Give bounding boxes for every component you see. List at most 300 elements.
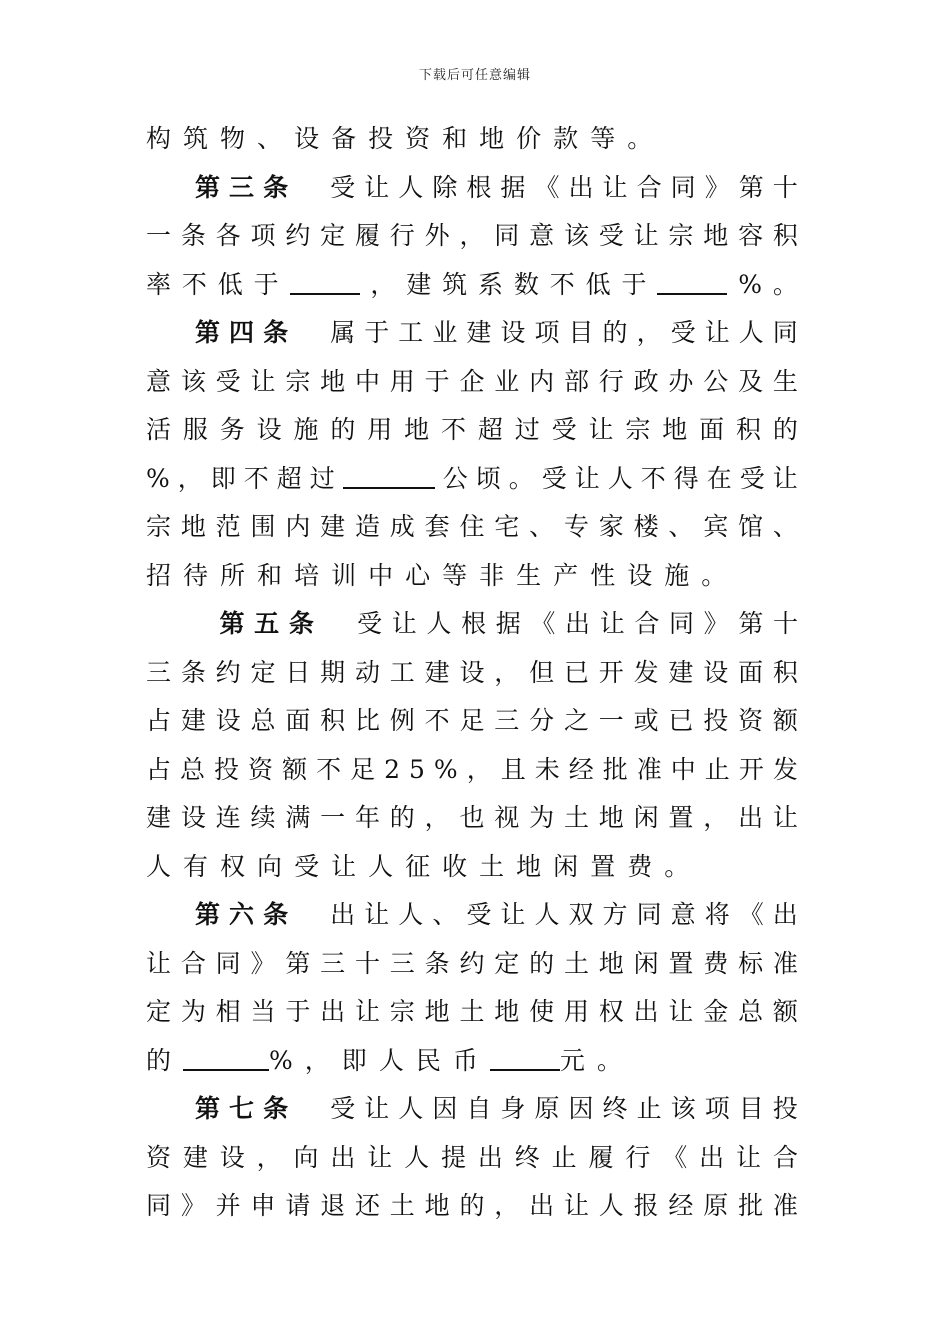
text-char: 家 — [598, 512, 624, 541]
text-char: 还 — [354, 1191, 380, 1220]
text-char: 条 — [424, 948, 450, 978]
text-char: 总 — [180, 754, 206, 784]
text-char: 受 — [739, 463, 765, 493]
text-char: 即 — [210, 463, 236, 493]
text-char: 地 — [424, 1191, 450, 1220]
text-line — [146, 651, 798, 695]
text-char: 该 — [670, 1094, 696, 1123]
text-char: 人 — [738, 318, 764, 347]
text-char: 让 — [500, 900, 526, 929]
text-char: 让 — [354, 997, 380, 1026]
article-heading-char: 条 — [263, 318, 289, 347]
text-char: 过 — [514, 415, 540, 444]
text-char: 费 — [627, 851, 665, 881]
text-char: 履 — [354, 221, 380, 250]
text-char: 并 — [215, 1191, 241, 1220]
text-char: 合 — [634, 609, 660, 638]
text-char: 住 — [459, 512, 485, 541]
text-char: 履 — [588, 1142, 614, 1172]
text-char: 招 — [146, 560, 184, 590]
text-char: 积 — [320, 706, 346, 735]
text-char: 意 — [529, 221, 555, 250]
text-char: ， — [466, 754, 492, 784]
text-line — [146, 796, 798, 840]
text-char: 让 — [364, 1094, 390, 1123]
article-heading-char: 四 — [229, 318, 255, 347]
text-char: 年 — [354, 803, 380, 832]
text-char: 施 — [293, 415, 319, 444]
text-char: 设 — [215, 706, 241, 735]
text-char: 5 — [409, 754, 425, 784]
text-char: 地 — [494, 997, 520, 1026]
text-char: % — [433, 754, 458, 784]
text-char: 人 — [426, 609, 452, 638]
text-char: 投 — [214, 754, 240, 784]
text-char: 报 — [633, 1191, 659, 1220]
text-char: 该 — [180, 366, 206, 396]
text-char: 之 — [563, 706, 589, 735]
text-char: 土 — [563, 948, 589, 978]
text-char: 建 — [320, 512, 346, 541]
text-char: 于 — [424, 366, 450, 396]
text-char: 中 — [368, 560, 406, 590]
text-char: % — [738, 269, 762, 299]
text-char: 务 — [219, 415, 245, 444]
text-char: 不 — [424, 706, 450, 735]
text-char: 根 — [461, 609, 487, 638]
text-char: 置 — [590, 851, 628, 881]
text-char: 民 — [415, 1045, 453, 1075]
text-char: 出 — [633, 997, 659, 1026]
text-char: 一 — [598, 706, 624, 735]
text-line — [146, 1136, 798, 1180]
text-char: 心 — [405, 560, 443, 590]
text-char: 率 — [146, 269, 172, 299]
text-char: 提 — [441, 1142, 467, 1172]
text-char: 外 — [424, 221, 450, 250]
text-char: 分 — [529, 706, 555, 735]
text-char: 》 — [703, 609, 729, 638]
text-char: 止 — [636, 1094, 662, 1123]
text-char: 人 — [378, 1045, 416, 1075]
text-char: 申 — [250, 1191, 276, 1220]
text-char: 不 — [640, 463, 666, 493]
text-char: 止 — [704, 754, 730, 784]
text-char: 面 — [699, 415, 725, 444]
text-char: 使 — [529, 997, 555, 1026]
text-char: 地 — [598, 948, 624, 978]
text-char: 或 — [633, 706, 659, 735]
text-char: 地 — [424, 997, 450, 1026]
text-char: 人 — [404, 1142, 430, 1172]
text-char: 地 — [404, 415, 430, 444]
article-heading-char: 第 — [195, 172, 221, 202]
text-char: 投 — [772, 1094, 798, 1123]
text-char: 该 — [563, 221, 589, 250]
text-char: 地 — [662, 415, 688, 444]
text-char: 终 — [514, 1142, 540, 1172]
text-char: 宗 — [389, 997, 415, 1026]
text-char: 培 — [294, 560, 332, 590]
text-char: 连 — [215, 803, 241, 832]
text-char: 期 — [320, 657, 346, 687]
text-char: 各 — [215, 221, 241, 250]
text-line — [146, 990, 798, 1034]
text-char: 内 — [529, 366, 555, 396]
text-line — [146, 214, 798, 258]
text-char: 受 — [466, 900, 492, 929]
text-char: 有 — [183, 851, 221, 881]
text-char: 于 — [253, 269, 279, 299]
text-char: ， — [370, 269, 396, 299]
text-char: 额 — [772, 997, 798, 1026]
text-char: 准 — [772, 948, 798, 978]
text-char: 额 — [282, 754, 308, 784]
text-char: 原 — [703, 1191, 729, 1220]
text-line — [146, 457, 798, 501]
article-heading-char: 第 — [195, 900, 221, 929]
text-char: 三 — [146, 657, 172, 687]
text-char: 建 — [182, 1142, 208, 1172]
text-line — [195, 311, 798, 355]
text-char: 《 — [662, 1142, 688, 1172]
text-char: 日 — [285, 657, 311, 687]
text-char: 的 — [146, 1045, 184, 1075]
spacer — [297, 166, 321, 210]
text-char: 中 — [354, 366, 380, 396]
text-char: 专 — [563, 512, 589, 541]
text-line — [146, 408, 798, 452]
text-char: 备 — [331, 124, 369, 153]
text-char: 行 — [389, 221, 415, 250]
text-char: 双 — [568, 900, 594, 929]
text-char: 合 — [180, 948, 206, 978]
text-char: 动 — [354, 657, 380, 687]
text-char: 开 — [598, 657, 624, 687]
text-char: 地 — [516, 851, 554, 881]
fill-in-blank — [490, 1039, 560, 1071]
text-char: 批 — [602, 754, 628, 784]
text-line — [146, 1184, 798, 1228]
text-char: 受 — [551, 415, 577, 444]
text-char: 。 — [627, 124, 665, 153]
text-char: 待 — [183, 560, 221, 590]
text-line — [146, 554, 798, 598]
text-char: 续 — [250, 803, 276, 832]
fill-in-blank — [183, 1039, 269, 1071]
text-char: 定 — [494, 948, 520, 978]
text-char: 让 — [574, 463, 600, 493]
text-char: 地 — [320, 366, 346, 396]
text-char: 让 — [736, 1142, 762, 1172]
text-char: 出 — [529, 1191, 555, 1220]
text-char: 的 — [389, 803, 415, 832]
text-char: 不 — [243, 463, 269, 493]
text-char: 项 — [534, 318, 560, 347]
text-char: 资 — [146, 1142, 172, 1172]
text-char: 约 — [459, 948, 485, 978]
text-char: 过 — [309, 463, 335, 493]
text-char: 币 — [452, 1045, 490, 1075]
fill-in-blank — [290, 263, 360, 295]
text-char: 已 — [668, 706, 694, 735]
text-char: 自 — [466, 1094, 492, 1123]
text-char: 的 — [602, 318, 628, 347]
text-line — [146, 1039, 798, 1083]
text-char: 终 — [602, 1094, 628, 1123]
text-char: 设 — [294, 124, 332, 153]
text-char: 受 — [541, 463, 567, 493]
text-line — [146, 748, 798, 792]
text-char: 不 — [549, 269, 575, 299]
text-char: 已 — [563, 657, 589, 687]
text-char: 止 — [551, 1142, 577, 1172]
text-line — [146, 360, 798, 404]
spacer — [297, 311, 321, 355]
text-char: ， — [256, 1142, 282, 1172]
text-char: 经 — [568, 754, 594, 784]
text-char: 内 — [285, 512, 311, 541]
text-char: 出 — [330, 900, 356, 929]
text-char: 让 — [367, 1142, 393, 1172]
text-char: 款 — [553, 124, 591, 153]
text-char: 地 — [598, 803, 624, 832]
text-char: 办 — [668, 366, 694, 396]
text-char: 》 — [704, 172, 730, 202]
text-char: 约 — [215, 657, 241, 687]
text-char: 同 — [669, 609, 695, 638]
text-char: 建 — [180, 706, 206, 735]
text-char: 工 — [389, 657, 415, 687]
text-char: 设 — [219, 1142, 245, 1172]
article-heading-char: 条 — [263, 172, 289, 202]
text-char: 项 — [250, 221, 276, 250]
text-char: 项 — [704, 1094, 730, 1123]
text-char: 土 — [389, 1191, 415, 1220]
text-char: 人 — [146, 851, 184, 881]
text-char: 除 — [432, 172, 458, 202]
text-char: 。 — [508, 463, 534, 493]
text-char: 等 — [442, 560, 480, 590]
text-char: 业 — [494, 366, 520, 396]
article-heading-char: 条 — [263, 900, 289, 929]
text-char: 数 — [513, 269, 539, 299]
text-char: 设 — [703, 657, 729, 687]
text-char: 工 — [398, 318, 424, 347]
text-char: 《 — [530, 609, 556, 638]
text-char: 让 — [588, 415, 614, 444]
text-char: 面 — [738, 657, 764, 687]
text-char: 资 — [248, 754, 274, 784]
text-char: 低 — [217, 269, 243, 299]
text-char: 一 — [146, 221, 172, 250]
text-char: 属 — [330, 318, 356, 347]
text-char: 》 — [180, 1191, 206, 1220]
text-char: 建 — [668, 657, 694, 687]
text-char: 系 — [477, 269, 503, 299]
text-char: 一 — [320, 803, 346, 832]
text-char: 据 — [500, 172, 526, 202]
text-char: 人 — [398, 900, 424, 929]
text-char: 定 — [250, 657, 276, 687]
text-char: 宗 — [625, 415, 651, 444]
text-char: 宾 — [703, 512, 729, 541]
text-char: 业 — [432, 318, 458, 347]
text-char: 相 — [215, 997, 241, 1026]
text-char: 设 — [180, 803, 206, 832]
spacer — [323, 602, 347, 646]
text-char: 于 — [621, 269, 647, 299]
text-char: 标 — [738, 948, 764, 978]
text-char: 费 — [703, 948, 729, 978]
article-heading-char: 第 — [195, 318, 221, 347]
text-char: ， — [459, 221, 485, 250]
article-heading-char: 五 — [254, 609, 280, 638]
text-char: 十 — [772, 609, 798, 638]
text-char: ， — [636, 318, 662, 347]
text-char: 公 — [703, 366, 729, 396]
text-char: 生 — [516, 560, 554, 590]
text-char: 额 — [772, 706, 798, 735]
text-char: 出 — [330, 1142, 356, 1172]
text-char: 合 — [772, 1142, 798, 1172]
text-char: 、 — [668, 512, 694, 541]
text-char: 因 — [432, 1094, 458, 1123]
text-char: 造 — [354, 512, 380, 541]
text-char: 让 — [599, 609, 625, 638]
text-char: 第 — [285, 948, 311, 978]
spacer — [297, 893, 321, 937]
text-char: 行 — [625, 1142, 651, 1172]
text-char: 受 — [357, 609, 383, 638]
text-char: 价 — [516, 124, 554, 153]
text-line — [146, 117, 798, 161]
text-char: 《 — [738, 900, 764, 929]
text-char: 同 — [772, 318, 798, 347]
text-char: 地 — [703, 221, 729, 250]
text-char: 十 — [354, 948, 380, 978]
text-char: 闲 — [633, 948, 659, 978]
text-char: % — [146, 463, 170, 493]
text-char: 出 — [772, 900, 798, 929]
fill-in-blank — [343, 457, 435, 489]
text-char: 用 — [563, 997, 589, 1026]
text-char: 设 — [500, 318, 526, 347]
text-char: 投 — [368, 124, 406, 153]
text-char: 条 — [180, 221, 206, 250]
text-char: 不 — [441, 415, 467, 444]
text-char: 生 — [772, 366, 798, 396]
text-char: 宗 — [668, 221, 694, 250]
text-char: 建 — [406, 269, 432, 299]
text-char: 施 — [664, 560, 702, 590]
text-char: 总 — [738, 997, 764, 1026]
article-heading-char: 条 — [288, 609, 314, 638]
page-header-note: 下载后可任意编辑 — [418, 68, 531, 83]
text-char: 出 — [699, 1142, 725, 1172]
text-char: 非 — [479, 560, 517, 590]
text-char: 容 — [738, 221, 764, 250]
text-char: 定 — [320, 221, 346, 250]
text-line — [195, 166, 798, 210]
text-char: 请 — [285, 1191, 311, 1220]
text-char: 积 — [772, 221, 798, 250]
text-char: 产 — [553, 560, 591, 590]
text-char: 人 — [398, 1094, 424, 1123]
text-char: 中 — [670, 754, 696, 784]
text-char: 所 — [220, 560, 258, 590]
text-char: 让 — [563, 1191, 589, 1220]
text-char: ， — [424, 803, 450, 832]
text-char: 根 — [466, 172, 492, 202]
text-char: 向 — [293, 1142, 319, 1172]
text-char: 目 — [738, 1094, 764, 1123]
text-char: 第 — [738, 609, 764, 638]
text-char: 筑 — [183, 124, 221, 153]
text-line — [146, 942, 798, 986]
text-char: 未 — [534, 754, 560, 784]
text-char: 让 — [364, 172, 390, 202]
text-char: 满 — [285, 803, 311, 832]
text-char: 十 — [772, 172, 798, 202]
text-char: 的 — [772, 415, 798, 444]
text-char: 地 — [479, 124, 517, 153]
text-char: 于 — [285, 997, 311, 1026]
fill-in-blank — [657, 263, 727, 295]
text-line — [220, 602, 799, 646]
text-char: 占 — [146, 706, 172, 735]
text-char: 积 — [736, 415, 762, 444]
text-char: 。 — [596, 1045, 634, 1075]
text-char: 合 — [636, 172, 662, 202]
text-char: 的 — [459, 1191, 485, 1220]
text-char: 套 — [424, 512, 450, 541]
text-char: 让 — [146, 948, 172, 978]
text-line — [195, 893, 798, 937]
text-char: 受 — [215, 366, 241, 396]
text-char: 金 — [703, 997, 729, 1026]
text-char: 范 — [215, 512, 241, 541]
text-char: 资 — [738, 706, 764, 735]
article-heading-char: 第 — [195, 1094, 221, 1123]
text-char: 宗 — [285, 366, 311, 396]
text-char: 面 — [285, 706, 311, 735]
text-char: 人 — [534, 900, 560, 929]
text-char: 受 — [294, 851, 332, 881]
text-char: 权 — [220, 851, 258, 881]
text-char: 行 — [598, 366, 624, 396]
text-char: 建 — [466, 318, 492, 347]
text-char: 退 — [320, 1191, 346, 1220]
text-char: 闲 — [553, 851, 591, 881]
text-line — [146, 263, 798, 307]
text-char: 活 — [146, 415, 172, 444]
text-char: 准 — [772, 1191, 798, 1220]
text-char: 因 — [568, 1094, 594, 1123]
text-char: ， — [304, 1045, 342, 1075]
text-char: 视 — [494, 803, 520, 832]
text-char: 》 — [250, 948, 276, 978]
text-char: 发 — [772, 754, 798, 784]
text-char: 足 — [459, 706, 485, 735]
text-char: 让 — [704, 318, 730, 347]
text-char: 不 — [181, 269, 207, 299]
text-char: 为 — [180, 997, 206, 1026]
text-char: 不 — [316, 754, 342, 784]
text-char: 在 — [706, 463, 732, 493]
text-char: 同 — [146, 1191, 172, 1220]
text-char: 、 — [432, 900, 458, 929]
